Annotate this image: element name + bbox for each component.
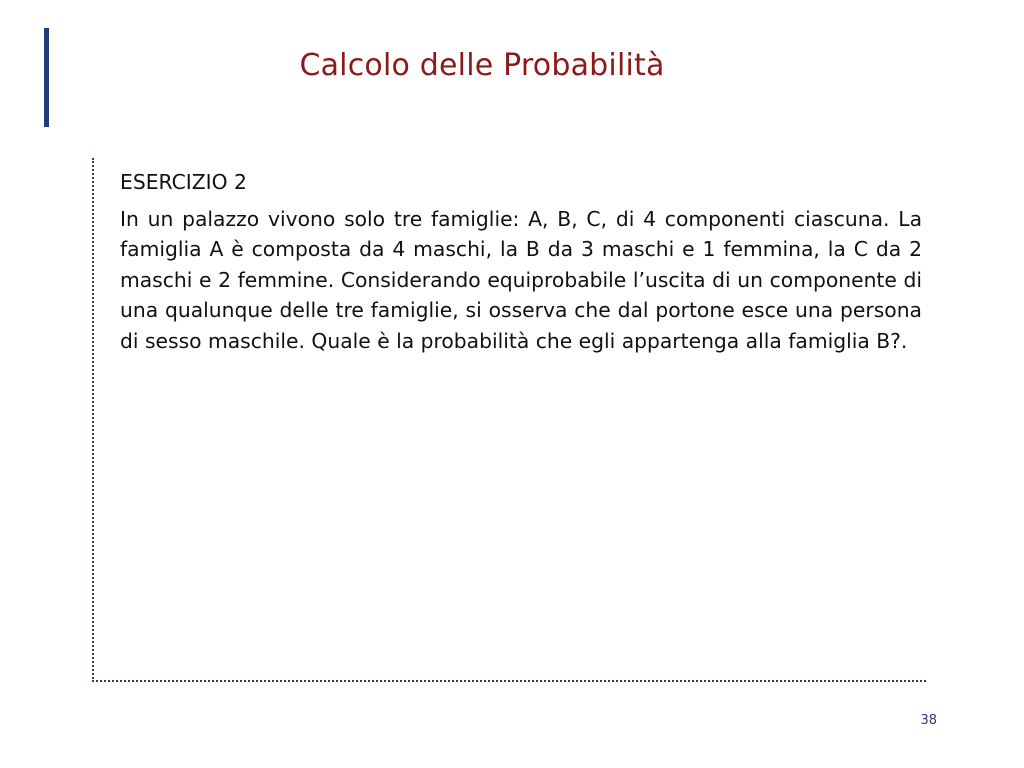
content-area	[120, 167, 922, 356]
exercise-text: In un palazzo vivono solo tre famiglie: A, B, C, di 4 componenti ciascuna. La famiglia A è composta da 4 maschi, la B da 3 maschi e 1 femmina, la C da 2 maschi e 2 femmine. Considerando equiprobabile l’uscita di un componente di una qualunque delle tre famiglie, si osserva che dal portone esce una persona di sesso maschile. Quale è la probabilità che egli appartenga alla famiglia B?.	[120, 206, 922, 353]
page-number: 38	[920, 713, 937, 728]
exercise-heading: ESERCIZIO 2	[120, 170, 247, 194]
slide-title: Calcolo delle Probabilità	[299, 48, 665, 83]
